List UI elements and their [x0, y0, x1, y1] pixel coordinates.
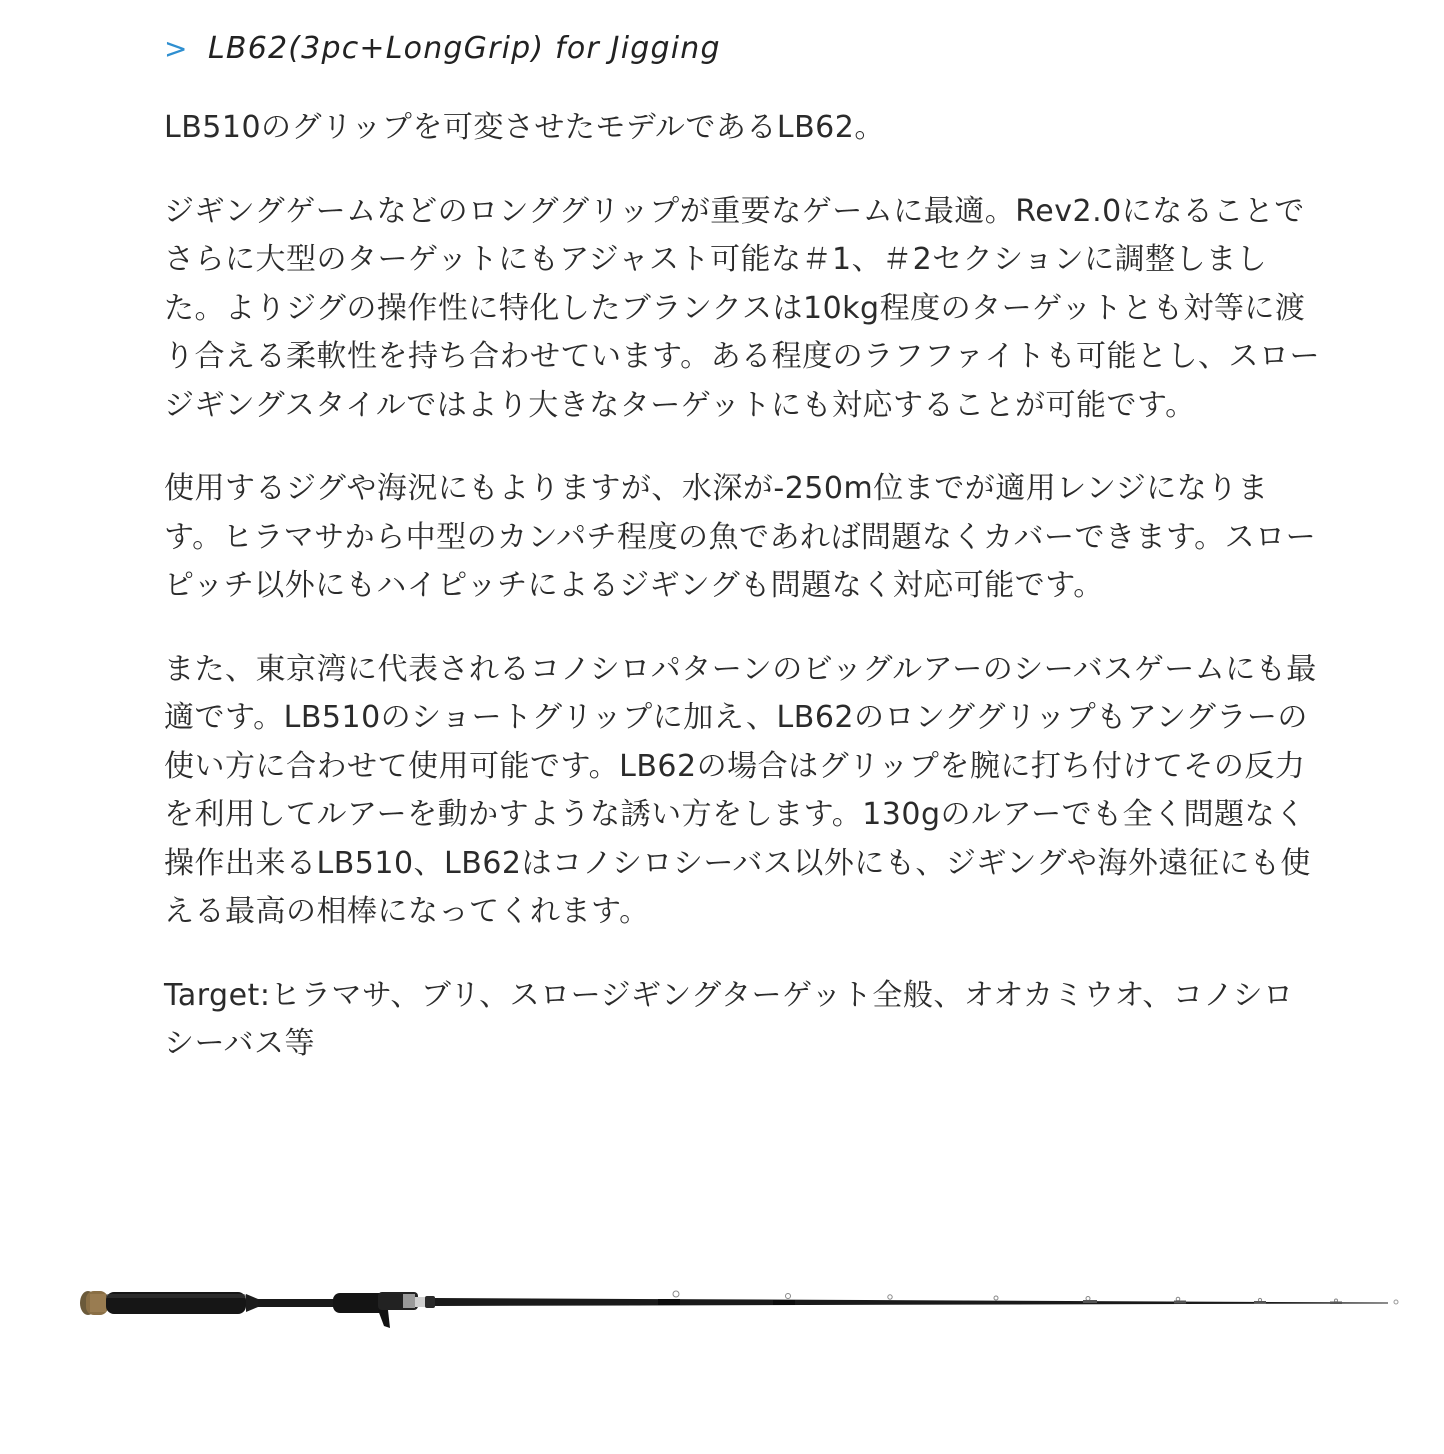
chevron-right-icon: > — [164, 31, 189, 65]
section-title: LB62(3pc+LongGrip) for Jigging — [208, 30, 721, 66]
section-heading — [164, 22, 1324, 74]
depth-paragraph: 使用するジグや海況にもよりますが、水深が-250m位までが適用レンジになります。ヒラマサから中型のカンパチ程度の魚であれば問題なくカバーできます。スローピッチ以外にもハイピッチによるジギングも問題なく対応可能です。 — [164, 471, 1317, 603]
intro-paragraph: LB510のグリップを可変させたモデルであるLB62。 — [164, 110, 885, 145]
rod-grip-blank — [258, 1299, 338, 1307]
rod-trigger — [378, 1310, 390, 1328]
seabass-paragraph: また、東京湾に代表されるコノシロパターンのビッグルアーのシーバスゲームにも最適です。LB510のショートグリップに加え、LB62のロンググリップもアングラーの使い方に合わせて使用可能です。LB62の場合はグリップを腕に打ち付けてその反力を利用してルアーを動かすような誘い方をします。130gのルアーでも全く問題なく操作出来るLB510、LB62はコノシロシーバス以外にも、ジギングや海外遠征にも使える最高の相棒になってくれます。 — [164, 651, 1317, 929]
target-paragraph: Target:ヒラマサ、ブリ、スロージギングターゲット全般、オオカミウオ、コノシロシーバス等 — [164, 977, 1294, 1061]
jigging-paragraph: ジギングゲームなどのロンググリップが重要なゲームに最適。Rev2.0になることでさらに大型のターゲットにもアジャスト可能な＃1、＃2セクションに調整しました。よりジグの操作性に特化したブランクスは10kg程度のターゲットとも対等に渡り合える柔軟性を持ち合わせています。ある程度のラフファイトも可能とし、スロージギングスタイルではより大きなターゲットにも対応することが可能です。 — [164, 193, 1320, 423]
rod-blank — [435, 1298, 1388, 1306]
product-description — [164, 22, 1324, 1104]
rod-tip-top — [1394, 1300, 1398, 1304]
fishing-rod-image — [78, 1270, 1408, 1340]
